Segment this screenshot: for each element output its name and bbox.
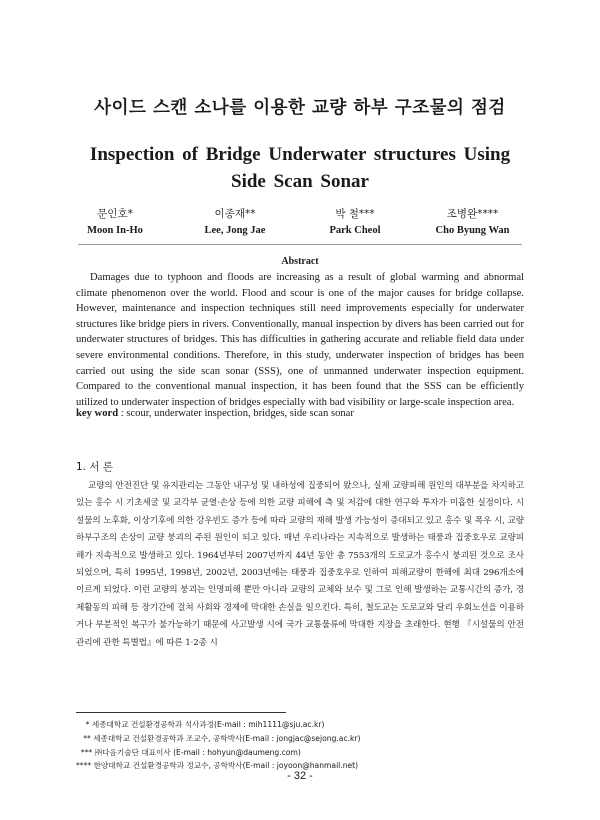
author-3-english-name: Park Cheol: [329, 225, 381, 236]
author-2-english-name: Lee, Jong Jae: [204, 225, 266, 236]
author-4: [415, 206, 530, 236]
author-4-korean-name: 조병완****: [446, 208, 499, 220]
introduction-body: 교량의 안전진단 및 유지관리는 그동안 내구성 및 내하성에 집중되어 왔으나, 실제 교량피해 원인의 대부분을 차지하고 있는 홍수 시 기초세굴 및 교각부 균열·손상 등에 의한 교량 피해에 측 및 저감에 대한 연구와 투자가 미흡한 실정이다. 시설물의 노후화, 이상기후에 의한 강우빈도 증가 등에 따라 교량의 재해 발생 가능성이 증대되고 있고 홍수 및 폭우 시, 교량 하부구조의 손상이 교량 붕괴의 주된 원인이 되고 있다. 매년 우리나라는 지속적으로 발생하는 태풍과 집중호우로 교량피해가 지속적으로 발생하고 있다. 1964년부터 2007년까지 44년 동안 총 7553개의 도로교가 홍수시 붕괴된 것으로 조사되었으며, 특히 1995년, 1998년, 2002년, 2003년에는 태풍과 집중호우로 인하여 피해교량이 한해에 최대 296개소에 이르게 되었다. 이런 교량의 붕괴는 인명피해 뿐만 아니라 교량의 교체와 보수 및 그로 인해 발생하는 교통시간의 증가, 경제활동의 피해 등 장기간에 걸쳐 사회와 경제에 막대한 손실을 일으킨다. 특히, 철도교는 도로교와 달리 우회노선을 이용하거나 부분적인 복구가 불가능하기 때문에 사고발생 시에 국가 교통물류에 막대한 지장을 초래한다. 현행 『시설물의 안전관리에 관한 특별법』에 따른 1·2종 시: [76, 481, 524, 648]
english-title-line-1: Inspection of Bridge Underwater structures Using: [89, 144, 511, 165]
author-1: [70, 206, 160, 236]
abstract-text: Damages due to typhoon and floods are increasing as a result of global warming and abnormal climate phenomenon over the world. Flood and scour is one of the major causes for bridge collapse. However, maintenance and inspection techniques still need improvements especially for underwater structures like bridge piers in rivers. Conventionally, manual inspection by divers has been carried out for underwater structures of bridges. This has difficulties in gathering accurate and reliable field data under severe environmental conditions. Therefore, in this study, underwater inspection of bridges has been carried out using the side scan sonar (SSS), one of unmanned underwater inspection equipment. Compared to the conventional manual inspection, it has been found that the SSS can be efficiently utilized to underwater inspection of bridges especially with bad visibility or large-scale inspection area.: [76, 272, 524, 408]
footnote-4: **** 한양대학교 건설환경공학과 정교수, 공학박사(E-mail : joyoon@hanmail.net): [76, 761, 359, 771]
keyword-list: : scour, underwater inspection, bridges, side scan sonar: [118, 408, 354, 419]
keywords: [76, 408, 524, 419]
footnotes: [76, 718, 536, 773]
english-title: [0, 141, 600, 195]
footnote-2: ** 세종대학교 건설환경공학과 조교수, 공학박사(E-mail : jongjac@sejong.ac.kr): [76, 733, 361, 743]
english-title-line-2: Side Scan Sonar: [231, 171, 369, 192]
author-3-korean-name: 박 철***: [335, 208, 375, 220]
footnote-3: *** ㈜다음기술단 대표이사 (E-mail : hohyun@daumeng.com): [76, 747, 301, 757]
author-2: [185, 206, 285, 236]
author-list: [70, 206, 530, 242]
korean-title: 사이드 스캔 소나를 이용한 교량 하부 구조물의 점검: [94, 98, 506, 118]
author-4-english-name: Cho Byung Wan: [435, 225, 510, 236]
author-3: [305, 206, 405, 236]
author-1-korean-name: 문인호*: [97, 208, 133, 220]
abstract-heading: Abstract: [281, 256, 319, 267]
section-heading: 1. 서 론: [76, 461, 113, 473]
header-divider: [78, 244, 522, 245]
footnote-1: * 세종대학교 건설환경공학과 석사과정(E-mail : mih1111@sju.ac.kr): [76, 720, 325, 729]
author-1-english-name: Moon In-Ho: [87, 225, 143, 236]
page-number: - 32 -: [287, 770, 313, 782]
keyword-label: key word: [76, 408, 119, 419]
footnote-divider: [76, 712, 286, 713]
author-2-korean-name: 이종재**: [214, 208, 256, 220]
